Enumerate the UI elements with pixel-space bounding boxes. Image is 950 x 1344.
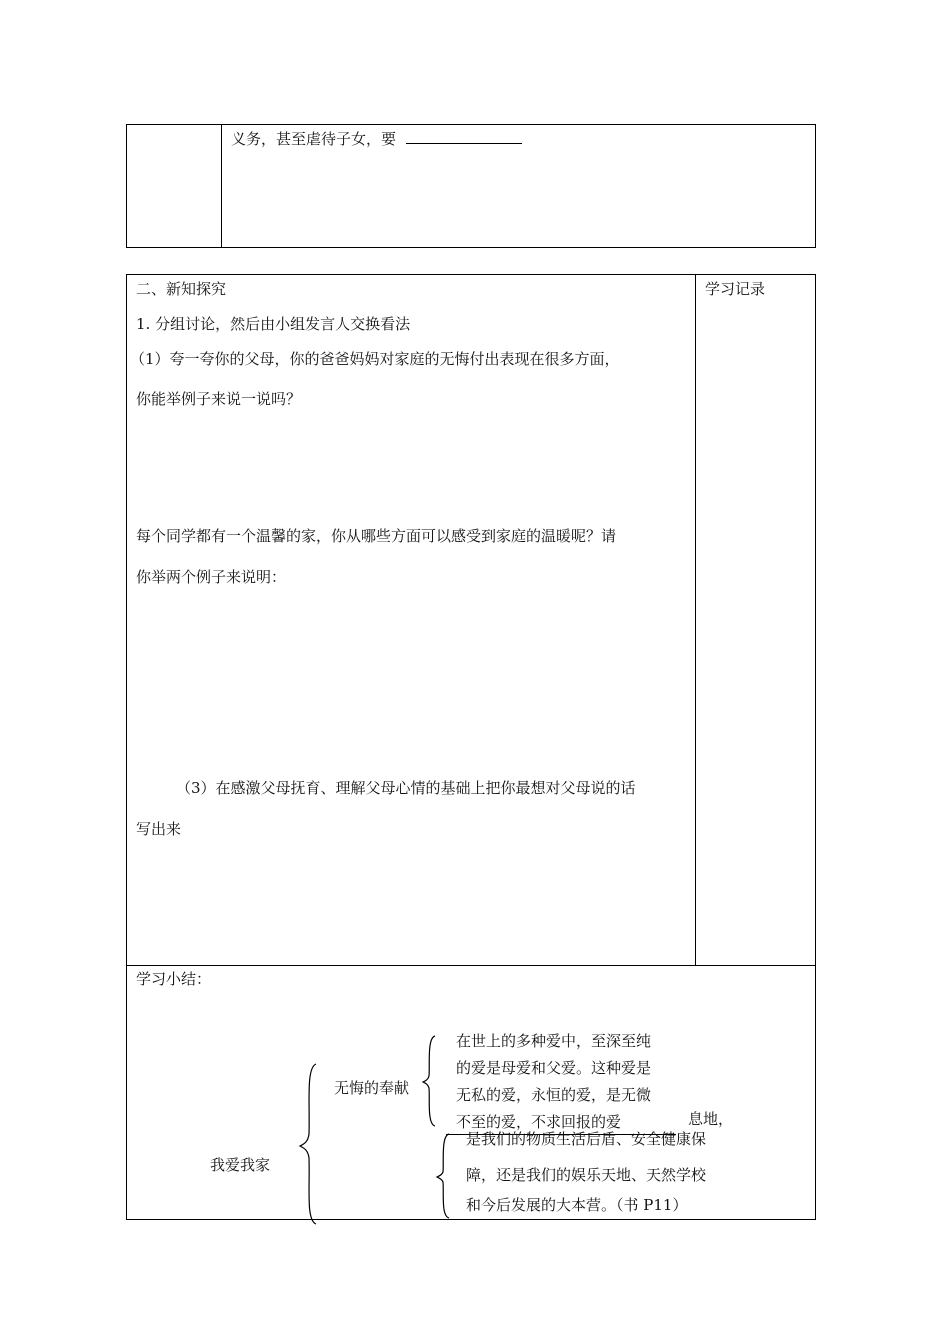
question-2-line-1: 每个同学都有一个温馨的家，你从哪些方面可以感受到家庭的温暖呢？请 xyxy=(136,527,617,545)
branch-1-line-1: 在世上的多种爱中，至深至纯 xyxy=(456,1032,652,1050)
question-1-line-2: 你能举例子来说一说吗？ xyxy=(136,390,302,408)
branch-1-line-2: 的爱是母爱和父爱。这种爱是 xyxy=(456,1059,652,1077)
summary-root: 我爱我家 xyxy=(210,1156,271,1174)
branch-2-line-2: 障，还是我们的娱乐天地、天然学校 xyxy=(466,1166,707,1184)
explore-heading: 二、新知探究 xyxy=(136,280,227,298)
task-1: 1. 分组讨论，然后由小组发言人交换看法 xyxy=(136,315,411,333)
branch-1-text xyxy=(456,1031,696,1132)
branch-2-line-1: 是我们的物质生活后盾、安全健康保 xyxy=(466,1130,707,1148)
summary-divider xyxy=(126,965,816,966)
top-table-text-content: 义务，甚至虐待子女，要 xyxy=(231,130,397,148)
answer-blank[interactable] xyxy=(406,129,522,144)
branch-2-tail: 息地， xyxy=(688,1110,734,1128)
summary-label: 学习小结： xyxy=(136,970,212,988)
branch-1-line-4: 不至的爱，不求回报的爱 xyxy=(456,1113,622,1131)
question-1-line-1: （1）夸一夸你的父母，你的爸爸妈妈对家庭的无悔付出表现在很多方面， xyxy=(130,350,620,368)
question-3-line-2: 写出来 xyxy=(136,820,182,838)
question-3-line-1: （3）在感激父母抚育、理解父母心情的基础上把你最想对父母说的话 xyxy=(176,779,636,797)
branch-2-brace-icon xyxy=(437,1134,451,1218)
branch-1-label: 无悔的奉献 xyxy=(334,1079,410,1097)
question-2-line-2: 你举两个例子来说明： xyxy=(136,568,287,586)
branch-1-line-3: 无私的爱，永恒的爱，是无微 xyxy=(456,1086,652,1104)
branch-2-partial-line xyxy=(466,1130,756,1150)
branch-1-brace-icon xyxy=(423,1036,437,1126)
top-table-divider xyxy=(221,124,222,248)
top-table-text xyxy=(231,129,522,149)
record-column-divider xyxy=(695,274,696,966)
record-label: 学习记录 xyxy=(705,280,766,298)
branch-2-line-3: 和今后发展的大本营。（书 P11） xyxy=(466,1196,688,1214)
root-brace-icon xyxy=(300,1064,320,1224)
